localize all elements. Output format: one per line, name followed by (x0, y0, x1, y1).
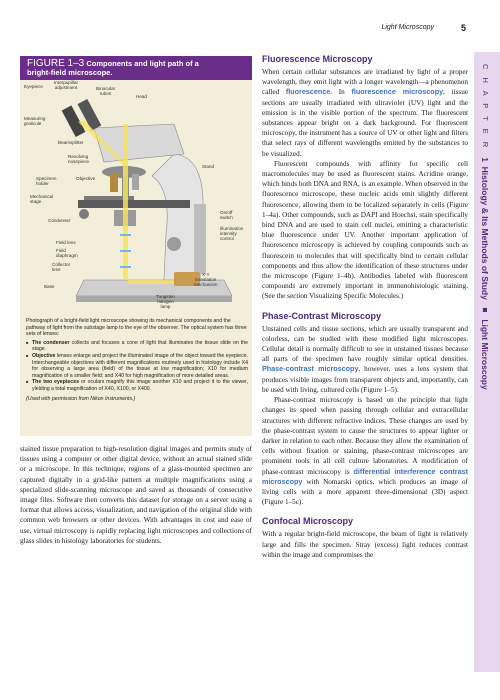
key-term: fluorescence (285, 87, 331, 97)
label-beamsplitter: Beamsplitter (58, 140, 84, 145)
figure-panel (20, 56, 252, 436)
fluorescence-paragraph-1 (262, 67, 468, 159)
chapter-title: Histology & Its Methods of Study (480, 166, 490, 300)
caption-bullet (26, 340, 248, 353)
figure-title-line1: Components and light path of a (86, 59, 199, 68)
label-binocular-tubes: Binocular tubes (96, 86, 116, 96)
section-confocal (262, 516, 468, 560)
label-head: Head (136, 94, 147, 99)
confocal-body (262, 529, 468, 560)
label-field-lens: Field lens (56, 240, 76, 245)
label-specimen-holder: Specimen holder (36, 176, 57, 186)
caption-bullet (26, 353, 248, 379)
bullet-text: lenses enlarge and project the illuminated image of the object toward the eyepiece. Interchangeable objectives with different magnifications routinely used in histology include X4 for observing a large area (field) of the tissue at low magnification; X10 for medium magnification of a smaller field; and X40 for high magnification of more detailed areas. (32, 352, 248, 379)
heading-fluorescence: Fluorescence Microscopy (262, 54, 373, 64)
chapter-word: C H A P T E R (481, 64, 490, 151)
label-objective: Objective (76, 176, 96, 181)
key-term: Phase-contrast microscopy (262, 364, 359, 374)
label-collector-lens: Collector lens (52, 262, 71, 272)
figure-caption (26, 318, 248, 403)
fluorescence-body (262, 67, 468, 302)
text-run: When certain cellular substances are irradiated by light of a proper wavelength, they emit light with a longer wavelength—a phenomenon called (262, 68, 468, 97)
fluorescence-paragraph-2: Fluorescent compounds with affinity for specific cell macromolecules may be used as fluorescent stains. Acridine orange, which binds both DNA and RNA, is an example. When observed in the fluorescence microscope, these nucleic acids emit slightly different fluorescence, allowing them to be localized separately in cells (Figure 1–4a). Other compounds, such as DAPI and Hoechst, stain specifically bind DNA and are used to stain cell nuclei, emitting a characteristic blue fluorescence under UV. Another important application of fluorescence microscopy is achieved by coupling compounds such as fluorescein to molecules that will specifically bind to certain cellular components and thus allow the identification of these structures under the microscope (Figure 1–4b). Antibodies labeled with fluorescent compounds are extremely important in immunohistologic staining. (See the section Visualizing Specific Molecules.) (262, 159, 468, 301)
section-phase-contrast (262, 311, 468, 508)
text-run: with Nomarski optics, which produces an image of living cells with a more apparent three-dimensional (3D) aspect (Figure 1–5c). (262, 477, 468, 507)
running-title: Light Microscopy (381, 24, 434, 31)
left-paragraph: stained tissue preparation to high-resolution digital images and permits study of tissues using a computer or other digital device, without an actual stained slide or a microscope. In this technique, regions of a glass-mounted specimen are captured digitally in a grid-like pattern at multiple magnifications using a specialized slide-scanning microscope and saved as thousands of consecutive image files. Software then converts this dataset for storage on a server using a format that allows access, visualization, and navigation of the original slide with common web browsers or other devices. With advantages in cost and ease of use, virtual microscopy is rapidly replacing light microscopes and collections of glass slides in histology laboratories for students. (20, 445, 252, 545)
text-run: , however, uses a lens system that produces visible images from transparent objects and, importantly, can be used with living, cultured cells (Figure 1–5). (262, 365, 468, 394)
right-column (262, 54, 468, 560)
bullet-text: collects and focuses a cone of light that illuminates the tissue slide on the stage. (32, 339, 248, 353)
tab-separator: ■ (480, 304, 490, 315)
bullet-term: The condenser (32, 339, 70, 346)
phase-body (262, 324, 468, 508)
label-xy-translation: X-Y translation mechanism (194, 272, 218, 287)
section-fluorescence (262, 54, 468, 302)
caption-bullets (26, 340, 248, 393)
label-stand: Stand (202, 164, 215, 169)
caption-intro: Photograph of a bright-field light microscope showing its mechanical components and the pathway of light from the substage lamp to the eye of the observer. The optical system has three sets of lenses: (26, 318, 247, 338)
label-field-diaphragm: Field diaphragm (56, 248, 78, 258)
label-on-off-switch: On/off switch (220, 210, 233, 220)
label-tungsten-lamp: Tungsten halogen lamp (156, 294, 175, 309)
label-interpupillar: Interpupillar adjustment (54, 80, 79, 90)
left-column-text (20, 444, 252, 546)
text-run: , tissue sections are usually irradiated with ultraviolet (UV) light and the emission is in the visible portion of the spectrum. The fluorescent substances appear bright on a dark background. For fluorescent microscopy, the instrument has a source of UV or other light and filters that select rays of different wavelengths emitted by the substances to be visualized. (262, 88, 468, 158)
figure-title-bar (20, 56, 252, 80)
heading-confocal: Confocal Microscopy (262, 516, 354, 527)
label-illumination-control: Illumination intensity control (220, 226, 244, 241)
phase-paragraph-1 (262, 324, 468, 395)
figure-credit: (Used with permission from Nikon Instruments.) (26, 395, 136, 402)
label-measuring-graticule: Measuring graticule (24, 116, 46, 126)
figure-number: FIGURE 1–3 (27, 58, 85, 69)
page-number: 5 (460, 23, 466, 33)
bullet-term: Objective (32, 352, 56, 359)
heading-phase-contrast: Phase-Contrast Microscopy (262, 310, 382, 321)
bullet-term: The two eyepieces (32, 379, 79, 386)
chapter-number: 1 (480, 157, 490, 162)
label-base: Base (44, 284, 55, 289)
phase-paragraph-2 (262, 395, 468, 507)
text-run: . In (330, 88, 352, 97)
confocal-paragraph-1: With a regular bright-field microscope, the beam of light is relatively large and fills the specimen. Stray (excess) light reduces contrast within the image and compromises the (262, 530, 468, 559)
chapter-tab-text (480, 64, 490, 390)
label-eyepiece: Eyepiece (24, 84, 43, 89)
chapter-side-tab (474, 52, 500, 672)
key-term: differential interference contrast microscopy (262, 466, 468, 486)
microscope-diagram (24, 80, 250, 314)
figure-title-line2: bright-field microscope. (27, 68, 113, 77)
text-run: Unstained cells and tissue sections, which are usually transparent and colorless, can be studied with these modified light microscopes. Cellular detail is normally difficult to see in unstained tissues because all parts of the specimen have roughly similar optical densities. (262, 324, 468, 364)
text-run: Phase-contrast microscopy is based on the principle that light changes its speed when passing through cellular and extracellular structures with different refractive indices. These changes are used by the phase-contrast system to cause the structures to appear lighter or darker in relation to each other. Because they allow the examination of cells without fixation or staining, phase-contrast microscopes are prominent tools in all cell culture laboratories. A modification of phase-contrast microscopy is (262, 396, 468, 476)
label-condenser: Condenser (48, 218, 71, 223)
key-term: fluorescence microscopy (351, 87, 444, 97)
label-mechanical-stage: Mechanical stage (30, 194, 54, 204)
label-revolving-nosepiece: Revolving nosepiece (68, 154, 89, 164)
caption-bullet (26, 379, 248, 392)
bullet-text: or oculars magnify this image another X10 and project it to the viewer, yielding a total magnification of X40, X100, or X400. (32, 379, 249, 392)
page-header (0, 24, 470, 38)
section-name: Light Microscopy (480, 319, 490, 390)
